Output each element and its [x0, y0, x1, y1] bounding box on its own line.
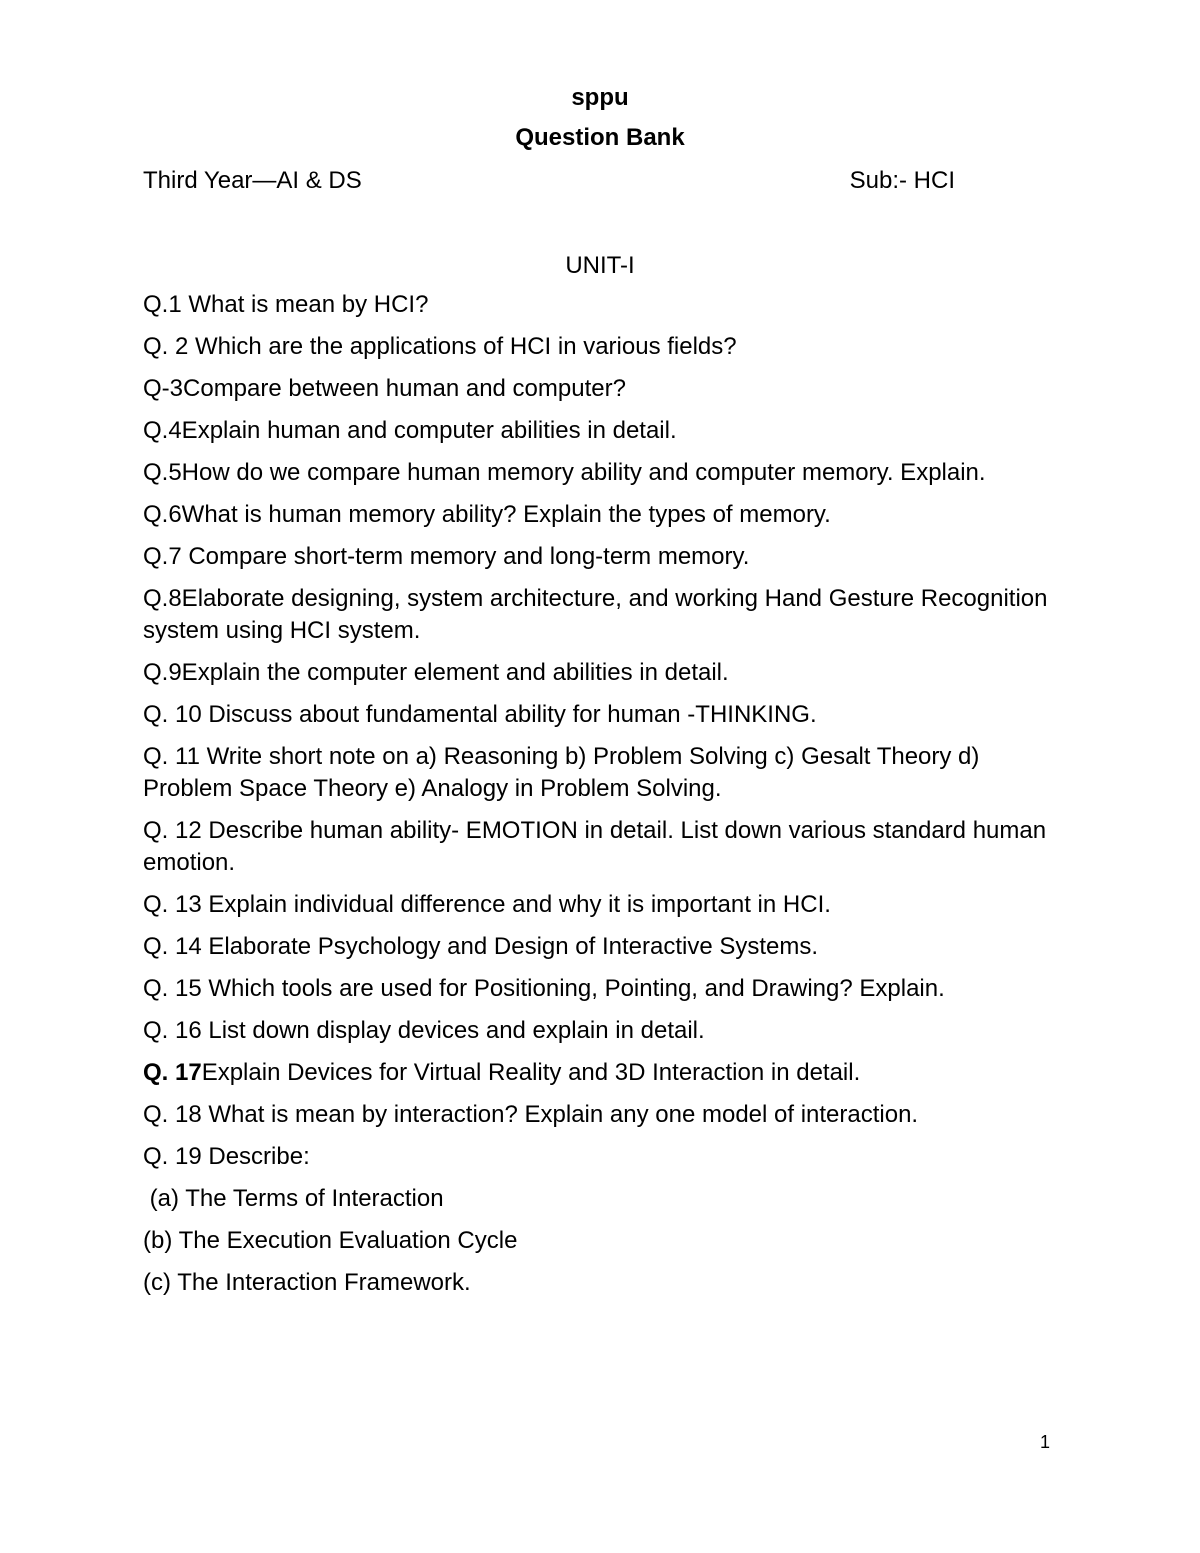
question-19-item-a: (a) The Terms of Interaction	[143, 1185, 444, 1212]
question-15: Q. 15 Which tools are used for Positioning, Pointing, and Drawing? Explain.	[143, 975, 945, 1002]
question-2: Q. 2 Which are the applications of HCI in various fields?	[143, 333, 737, 360]
question-list	[143, 289, 1063, 1309]
question-17: Q. 17Explain Devices for Virtual Reality and 3D Interaction in detail.	[143, 1059, 861, 1086]
question-13: Q. 13 Explain individual difference and why it is important in HCI.	[143, 891, 831, 918]
question-19-item-b: (b) The Execution Evaluation Cycle	[143, 1227, 518, 1254]
question-7: Q.7 Compare short-term memory and long-term memory.	[143, 543, 750, 570]
year-label: Third Year—AI & DS	[143, 167, 362, 194]
question-9: Q.9Explain the computer element and abilities in detail.	[143, 659, 729, 686]
question-6: Q.6What is human memory ability? Explain the types of memory.	[143, 501, 831, 528]
question-10: Q. 10 Discuss about fundamental ability for human -THINKING.	[143, 701, 817, 728]
document-subtitle: Question Bank	[515, 124, 685, 151]
question-8: Q.8Elaborate designing, system architecture, and working Hand Gesture Recognition system using HCI system.	[143, 585, 1048, 644]
question-11: Q. 11 Write short note on a) Reasoning b) Problem Solving c) Gesalt Theory d) Problem Space Theory e) Analogy in Problem Solving.	[143, 743, 980, 802]
page-number: 1	[1040, 1432, 1051, 1452]
document-title: sppu	[571, 84, 629, 111]
subject-label: Sub:- HCI	[849, 167, 955, 194]
question-3: Q-3Compare between human and computer?	[143, 375, 626, 402]
question-4: Q.4Explain human and computer abilities in detail.	[143, 417, 677, 444]
unit-heading: UNIT-I	[565, 252, 635, 279]
question-12: Q. 12 Describe human ability- EMOTION in detail. List down various standard human emotion.	[143, 817, 1047, 876]
question-17-number: Q. 17	[143, 1059, 202, 1086]
question-18: Q. 18 What is mean by interaction? Explain any one model of interaction.	[143, 1101, 919, 1128]
question-1: Q.1 What is mean by HCI?	[143, 291, 429, 318]
question-16: Q. 16 List down display devices and explain in detail.	[143, 1017, 705, 1044]
question-14: Q. 14 Elaborate Psychology and Design of Interactive Systems.	[143, 933, 819, 960]
question-19-item-c: (c) The Interaction Framework.	[143, 1269, 471, 1296]
question-19: Q. 19 Describe:	[143, 1143, 310, 1170]
question-5: Q.5How do we compare human memory ability and computer memory. Explain.	[143, 459, 986, 486]
